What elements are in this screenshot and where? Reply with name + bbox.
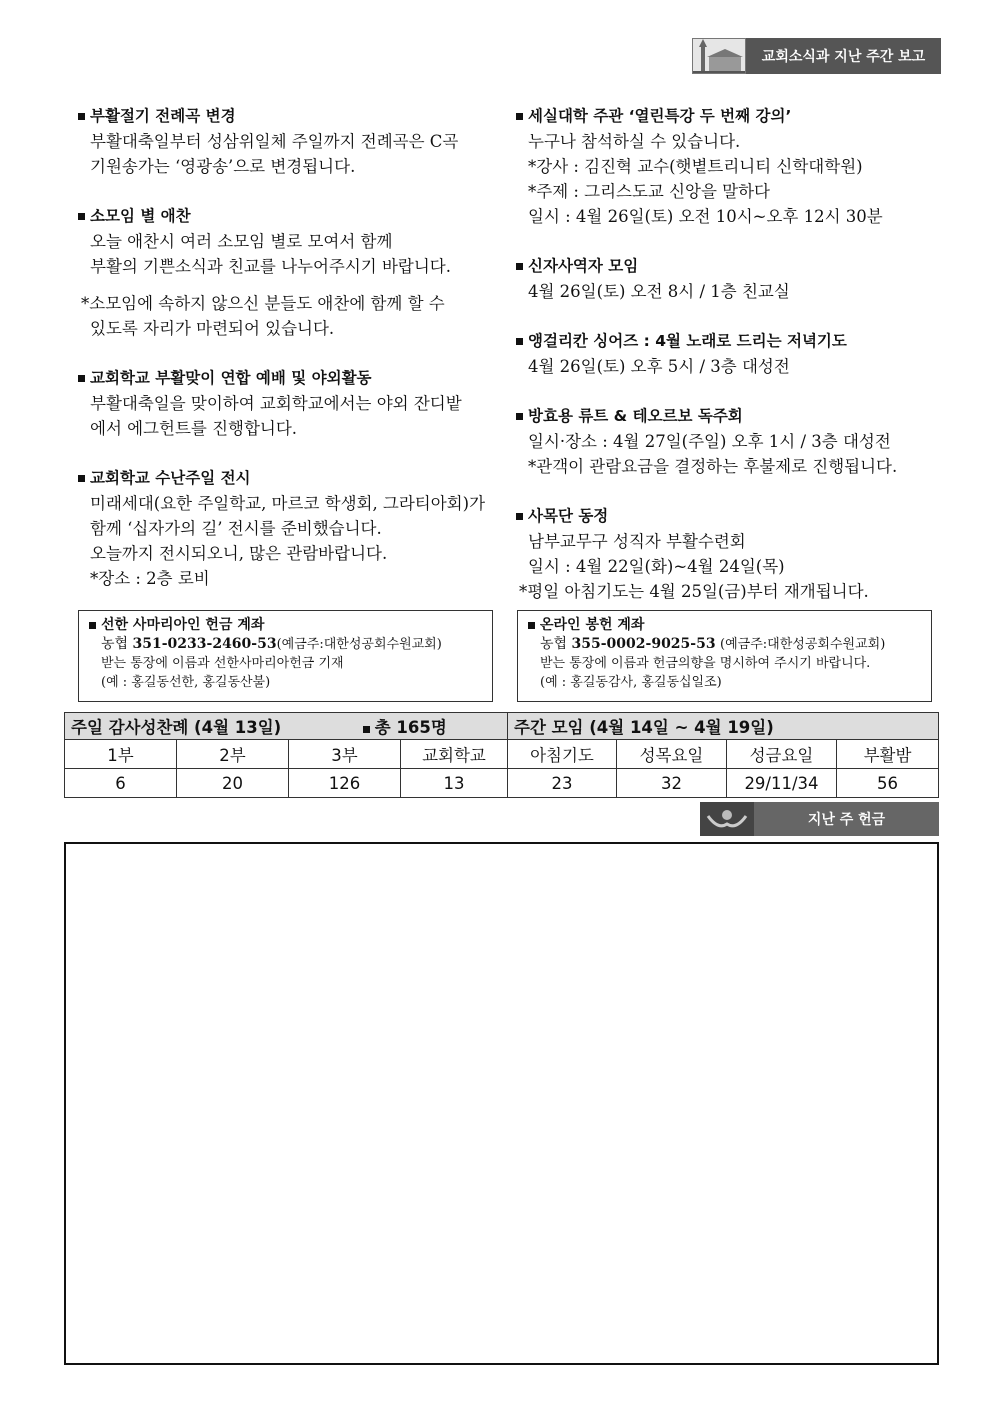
samaritan-account-box bbox=[78, 610, 493, 702]
notice-title: 앵걸리칸 싱어즈 : 4월 노래로 드리는 저녁기도 bbox=[528, 332, 847, 350]
bullet-square-icon bbox=[89, 622, 96, 629]
notice-line: 누구나 참석하실 수 있습니다. bbox=[528, 132, 741, 151]
notice-title: 사목단 동정 bbox=[528, 507, 609, 525]
notice-line: 부활대축일부터 성삼위일체 주일까지 전례곡은 C곡 bbox=[90, 132, 459, 151]
notice-title: 교회학교 수난주일 전시 bbox=[90, 469, 251, 487]
notice-line: 일시 : 4월 26일(토) 오전 10시~오후 12시 30분 bbox=[528, 207, 883, 226]
attendance-total: 총 165명 bbox=[374, 718, 447, 737]
notice-line: 일시 : 4월 22일(화)~4월 24일(목) bbox=[528, 557, 785, 576]
box-line: 받는 통장에 이름과 선한사마리아헌금 기재 bbox=[101, 656, 344, 671]
attendance-value: 13 bbox=[401, 769, 508, 798]
notice-title: 방효용 류트 & 테오르보 독주회 bbox=[528, 407, 743, 425]
notice-line: 일시·장소 : 4월 27일(주일) 오후 1시 / 3층 대성전 bbox=[528, 432, 891, 451]
bullet-square-icon bbox=[78, 213, 85, 220]
sunday-title: 주일 감사성찬례 (4월 13일) bbox=[71, 718, 282, 737]
notice-line: *주제 : 그리스도교 신앙을 말하다 bbox=[528, 182, 770, 201]
box-title: 온라인 봉헌 계좌 bbox=[540, 617, 645, 633]
notice-line: 에서 에그헌트를 진행합니다. bbox=[90, 419, 298, 438]
header-badge bbox=[692, 38, 941, 74]
box-line: (예 : 홍길동감사, 홍길동십일조) bbox=[540, 675, 722, 690]
notice-line: 오늘 애찬시 여러 소모임 별로 모여서 함께 bbox=[90, 232, 393, 251]
bullet-square-icon bbox=[516, 513, 523, 520]
notice-line: 기원송가는 ‘영광송’으로 변경됩니다. bbox=[90, 157, 356, 176]
notice-clergy-news bbox=[516, 504, 941, 604]
box-title: 선한 사마리아인 헌금 계좌 bbox=[101, 617, 265, 633]
notice-lay-ministers bbox=[516, 254, 941, 304]
offering-hands-icon bbox=[700, 802, 754, 836]
notice-line: *관객이 관람요금을 결정하는 후불제로 진행됩니다. bbox=[528, 457, 898, 476]
bullet-square-icon bbox=[516, 263, 523, 270]
notice-title: 세실대학 주관 ‘열린특강 두 번째 강의’ bbox=[528, 107, 792, 125]
attendance-value: 56 bbox=[837, 769, 939, 798]
notice-note: *소모임에 속하지 않으신 분들도 애찬에 함께 할 수 bbox=[81, 294, 445, 313]
notice-title: 교회학교 부활맞이 연합 예배 및 야외활동 bbox=[90, 369, 372, 387]
notice-line: 미래세대(요한 주일학교, 마르코 학생회, 그라티아회)가 bbox=[90, 494, 486, 513]
notice-line: 4월 26일(토) 오후 5시 / 3층 대성전 bbox=[528, 357, 790, 376]
notice-line: 남부교무구 성직자 부활수련회 bbox=[528, 532, 746, 551]
weekly-header: 주간 모임 (4월 14일 ~ 4월 19일) bbox=[508, 713, 939, 740]
notice-church-school-easter bbox=[78, 366, 498, 441]
bullet-square-icon bbox=[528, 622, 535, 629]
attendance-value: 23 bbox=[508, 769, 617, 798]
attendance-value: 32 bbox=[617, 769, 727, 798]
left-column bbox=[78, 104, 498, 616]
online-offering-box bbox=[517, 610, 932, 702]
bullet-square-icon bbox=[516, 338, 523, 345]
bullet-square-icon bbox=[78, 375, 85, 382]
account-holder: (예금주:대한성공회수원교회) bbox=[720, 637, 886, 652]
box-line: (예 : 홍길동선한, 홍길동산불) bbox=[101, 675, 271, 690]
notice-line: 부활의 기쁜소식과 친교를 나누어주시기 바랍니다. bbox=[90, 257, 451, 276]
column-label: 성목요일 bbox=[617, 740, 727, 769]
account-holder: (예금주:대한성공회수원교회) bbox=[276, 637, 442, 652]
column-label: 부활밤 bbox=[837, 740, 939, 769]
notice-title: 신자사역자 모임 bbox=[528, 257, 639, 275]
attendance-value-row bbox=[65, 769, 939, 798]
notice-title: 소모임 별 애찬 bbox=[90, 207, 191, 225]
notice-passion-exhibit bbox=[78, 466, 498, 591]
box-line: 받는 통장에 이름과 헌금의향을 명시하여 주시기 바랍니다. bbox=[540, 656, 871, 671]
notice-title: 부활절기 전례곡 변경 bbox=[90, 107, 236, 125]
column-label: 성금요일 bbox=[727, 740, 837, 769]
bank-name: 농협 bbox=[540, 636, 568, 652]
bullet-square-icon bbox=[516, 113, 523, 120]
notice-line: *장소 : 2층 로비 bbox=[90, 569, 210, 588]
bank-name: 농협 bbox=[101, 636, 129, 652]
notice-line: 오늘까지 전시되오니, 많은 관람바랍니다. bbox=[90, 544, 388, 563]
notice-easter-liturgy bbox=[78, 104, 498, 179]
sunday-header bbox=[65, 713, 508, 740]
church-icon bbox=[692, 38, 746, 74]
attendance-header-row bbox=[65, 713, 939, 740]
account-number: 355-0002-9025-53 bbox=[571, 636, 716, 652]
column-label: 교회학교 bbox=[401, 740, 508, 769]
column-label: 아침기도 bbox=[508, 740, 617, 769]
notice-open-lecture bbox=[516, 104, 941, 229]
bullet-square-icon bbox=[78, 475, 85, 482]
attendance-value: 126 bbox=[289, 769, 401, 798]
notice-lute-recital bbox=[516, 404, 941, 479]
notice-line: 부활대축일을 맞이하여 교회학교에서는 야외 잔디밭 bbox=[90, 394, 462, 413]
notice-small-group-meal bbox=[78, 204, 498, 341]
bullet-square-icon bbox=[516, 413, 523, 420]
notice-anglican-singers bbox=[516, 329, 941, 379]
column-label: 1부 bbox=[65, 740, 177, 769]
column-label: 2부 bbox=[177, 740, 289, 769]
column-label: 3부 bbox=[289, 740, 401, 769]
attendance-table bbox=[64, 712, 939, 798]
offering-box bbox=[64, 842, 939, 1365]
offering-title: 지난 주 헌금 bbox=[754, 802, 939, 836]
notice-note: *평일 아침기도는 4월 25일(금)부터 재개됩니다. bbox=[519, 582, 869, 601]
attendance-value: 6 bbox=[65, 769, 177, 798]
notice-line: *강사 : 김진혁 교수(햇볕트리니티 신학대학원) bbox=[528, 157, 863, 176]
bullet-square-icon bbox=[363, 726, 370, 733]
right-column bbox=[516, 104, 941, 629]
attendance-value: 20 bbox=[177, 769, 289, 798]
notice-line: 4월 26일(토) 오전 8시 / 1층 친교실 bbox=[528, 282, 790, 301]
bullet-square-icon bbox=[78, 113, 85, 120]
notice-line: 함께 ‘십자가의 길’ 전시를 준비했습니다. bbox=[90, 519, 382, 538]
notice-note: 있도록 자리가 마련되어 있습니다. bbox=[90, 319, 335, 338]
account-number: 351-0233-2460-53 bbox=[132, 636, 277, 652]
attendance-value: 29/11/34 bbox=[727, 769, 837, 798]
header-title: 교회소식과 지난 주간 보고 bbox=[746, 38, 941, 74]
offering-badge bbox=[700, 802, 939, 836]
attendance-label-row bbox=[65, 740, 939, 769]
